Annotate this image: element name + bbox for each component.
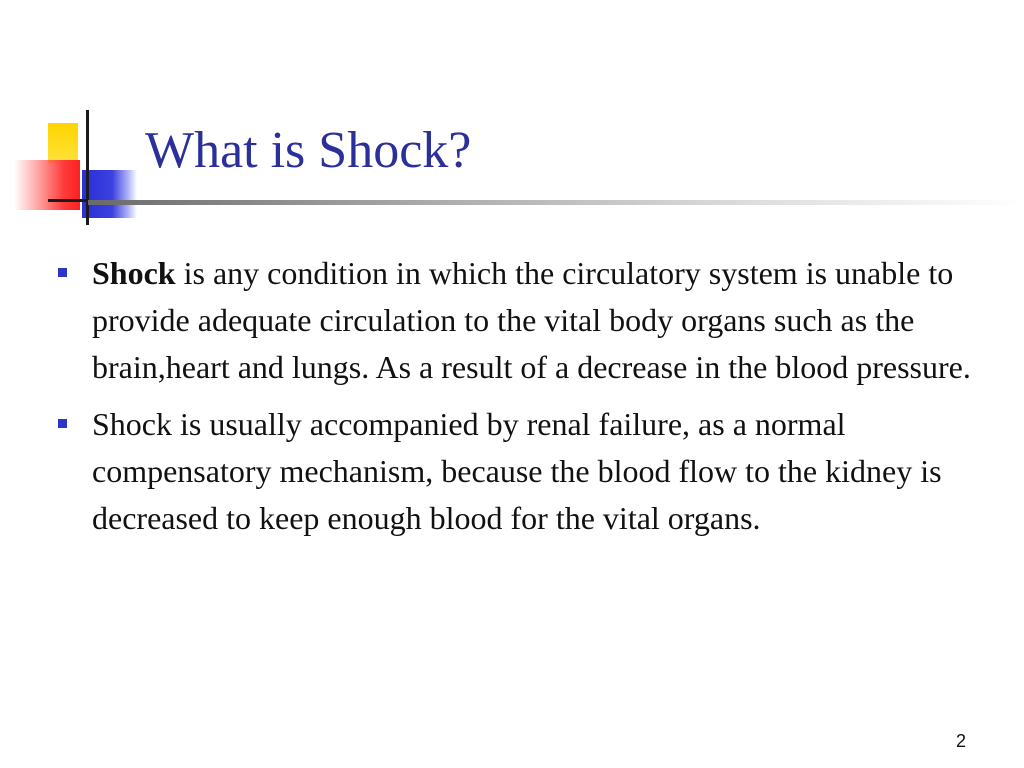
square-bullet-icon [58, 268, 67, 277]
logo-vertical-line [86, 110, 89, 225]
bullet-item [56, 401, 1011, 542]
page-number: 2 [955, 731, 966, 751]
bullet-text: is any condition in which the circulatory system is unable to provide adequate circulation to the vital body organs such as the brain,heart and lungs. As a result of a decrease in the blood pressure. [92, 255, 971, 385]
title-underline-rule [88, 200, 1024, 205]
logo-blue-square [82, 170, 137, 218]
slide-title: What is Shock? [145, 122, 472, 179]
bullet-list [56, 250, 1011, 552]
square-bullet-icon [58, 419, 67, 428]
logo-horizontal-line [48, 199, 88, 202]
logo-yellow-square [48, 123, 78, 163]
bullet-bold-lead: Shock [92, 255, 176, 291]
bullet-text: Shock is usually accompanied by renal failure, as a normal compensatory mechanism, because the blood flow to the kidney is decreased to keep enough blood for the vital organs. [92, 406, 942, 536]
logo-red-square [14, 160, 80, 210]
bullet-item [56, 250, 1011, 391]
